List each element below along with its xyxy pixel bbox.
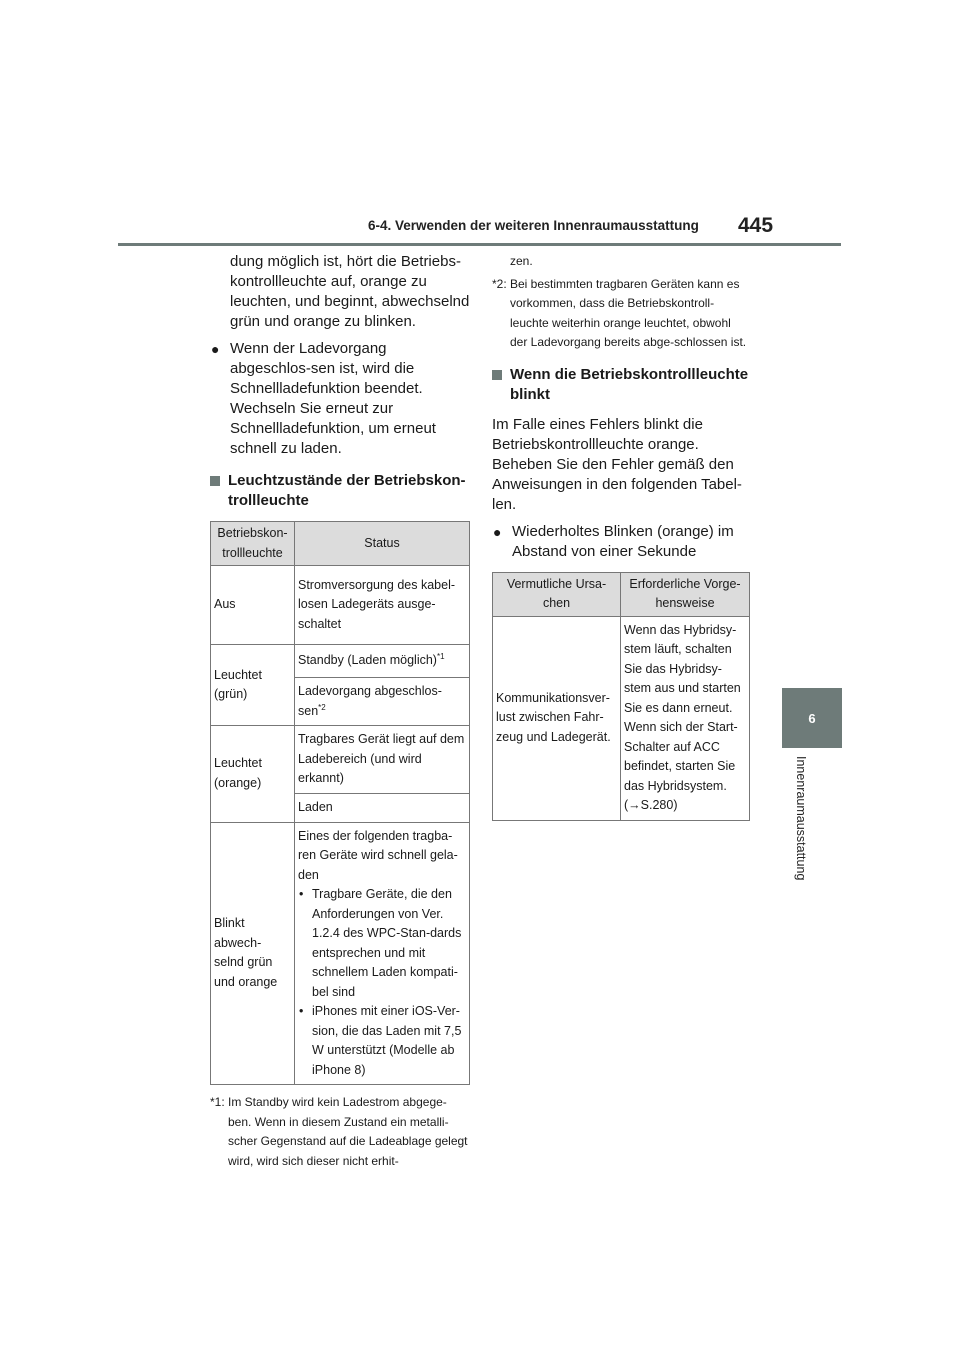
table-cell-status: Laden <box>295 793 470 822</box>
list-bullet: • <box>299 1004 304 1018</box>
section-heading-indicator-states <box>210 471 470 511</box>
table-cell-state: Leuchtet (orange) <box>211 726 295 823</box>
list-bullet: • <box>299 887 304 901</box>
table-row <box>493 616 750 820</box>
chapter-title: 6-4. Verwenden der weiteren Innenraumausstattung <box>368 218 699 233</box>
footnote-text: Im Standby wird kein Ladestrom abgege-ben. Wenn in diesem Zustand ein metalli-scher Gegenstand auf die Ladeablage gelegt wird, wird sich dieser nicht erhit- <box>228 1095 468 1168</box>
footnote-ref: *2 <box>318 702 326 712</box>
fault-paragraph: Im Falle eines Fehlers blinkt die Betriebskontrollleuchte orange. Beheben Sie den Fehler gemäß den Anweisungen in den folgenden Tabel-len. <box>492 415 742 513</box>
bullet-repeated-blinking <box>492 522 750 562</box>
page-number: 445 <box>738 214 774 237</box>
section-heading-indicator-blinks <box>492 365 750 405</box>
table-cell-cause: Kommunikationsver-lust zwischen Fahr-zeug und Ladegerät. <box>493 616 621 820</box>
footnote-mark: *2: <box>492 276 507 291</box>
bullet-charge-complete <box>210 339 470 459</box>
section-square-icon <box>210 476 220 486</box>
table-cell-state: Leuchtet (grün) <box>211 645 295 726</box>
table-header-row <box>211 522 470 566</box>
bullet-text: Wiederholtes Blinken (orange) im Abstand von einer Sekunde <box>512 522 734 560</box>
table-header-cell: Betriebskon-trollleuchte <box>211 522 295 566</box>
list-item-text: iPhones mit einer iOS-Ver-sion, die das Laden mit 7,5 W unterstützt (Modelle ab iPhone 8) <box>312 1004 462 1077</box>
footnote-text: Bei bestimmten tragbaren Geräten kann es vorkommen, dass die Betriebskontroll-leuchte weiterhin orange leuchtet, obwohl der Ladevorgang bereits abge-schlossen ist. <box>510 276 747 349</box>
table-cell-state: Blinkt abwech-selnd grün und orange <box>211 822 295 1085</box>
section-heading-text: Leuchtzustände der Betriebskon-trollleuchte <box>228 472 466 509</box>
indicator-status-table <box>210 521 470 1085</box>
list-item-text: Tragbare Geräte, die den Anforderungen von Ver. 1.2.4 des WPC-Stan-dards entsprechen und mit schnellem Laden kompati-bel sind <box>312 887 462 999</box>
status-text: Ladevorgang abgeschlos-sen <box>298 684 442 718</box>
bullet-dot-icon: ● <box>493 523 502 540</box>
footnote-2 <box>492 275 750 353</box>
left-column <box>210 252 470 1171</box>
table-cell-status: Stromversorgung des kabel-losen Ladegeräts ausge-schaltet <box>295 566 470 645</box>
section-square-icon <box>492 370 502 380</box>
status-list-item <box>298 885 466 1002</box>
chapter-side-label-text: Innenraumausstattung <box>794 756 808 881</box>
intro-paragraph: dung möglich ist, hört die Betriebs-kontrollleuchte auf, orange zu leuchten, und beginnt, abwechselnd grün und orange zu blinken. <box>230 253 470 330</box>
table-cell-status <box>295 645 470 678</box>
footnote-1 <box>210 1093 470 1171</box>
chapter-tab-number: 6 <box>808 710 816 726</box>
table-row <box>211 726 470 794</box>
chapter-side-label <box>782 756 812 936</box>
section-heading-text: Wenn die Betriebskontrollleuchte blinkt <box>510 365 749 403</box>
table-cell-state: Aus <box>211 566 295 645</box>
header-rule <box>118 243 841 246</box>
table-header-row <box>493 572 750 616</box>
table-cell-status <box>295 822 470 1085</box>
chapter-tab <box>782 688 842 748</box>
table-header-cell: Erforderliche Vorge-hensweise <box>621 572 750 616</box>
table-cell-status <box>295 678 470 726</box>
page-reference: (→S.280) <box>624 798 678 812</box>
table-row <box>211 566 470 645</box>
bullet-text: Wenn der Ladevorgang abgeschlos-sen ist, wird die Schnellladefunktion beendet. Wechseln Sie erneut zur Schnellladefunktion, um erneut schnell zu laden. <box>230 340 436 457</box>
footnote-1-continued: zen. <box>510 254 533 268</box>
table-row <box>211 645 470 678</box>
status-list-item <box>298 1002 466 1080</box>
table-row <box>211 822 470 1085</box>
footnote-ref: *1 <box>436 652 445 662</box>
status-intro: Eines der folgenden tragba-ren Geräte wird schnell gela-den <box>298 828 458 882</box>
bullet-dot-icon: ● <box>211 341 220 357</box>
table-header-cell: Vermutliche Ursa-chen <box>493 572 621 616</box>
table-cell-action <box>621 616 750 820</box>
fault-table <box>492 572 750 821</box>
footnote-mark: *1: <box>210 1095 225 1109</box>
table-header-cell: Status <box>295 522 470 566</box>
status-text: Standby (Laden möglich) <box>298 653 437 668</box>
right-column <box>492 252 750 821</box>
table-cell-status: Tragbares Gerät liegt auf dem Ladebereich (und wird erkannt) <box>295 726 470 794</box>
action-text: Wenn das Hybridsy-stem läuft, schalten Sie das Hybridsy-stem aus und starten Sie es dann erneut. Wenn sich der Start-Schalter auf ACC befindet, starten Sie das Hybridsystem. <box>624 622 741 793</box>
